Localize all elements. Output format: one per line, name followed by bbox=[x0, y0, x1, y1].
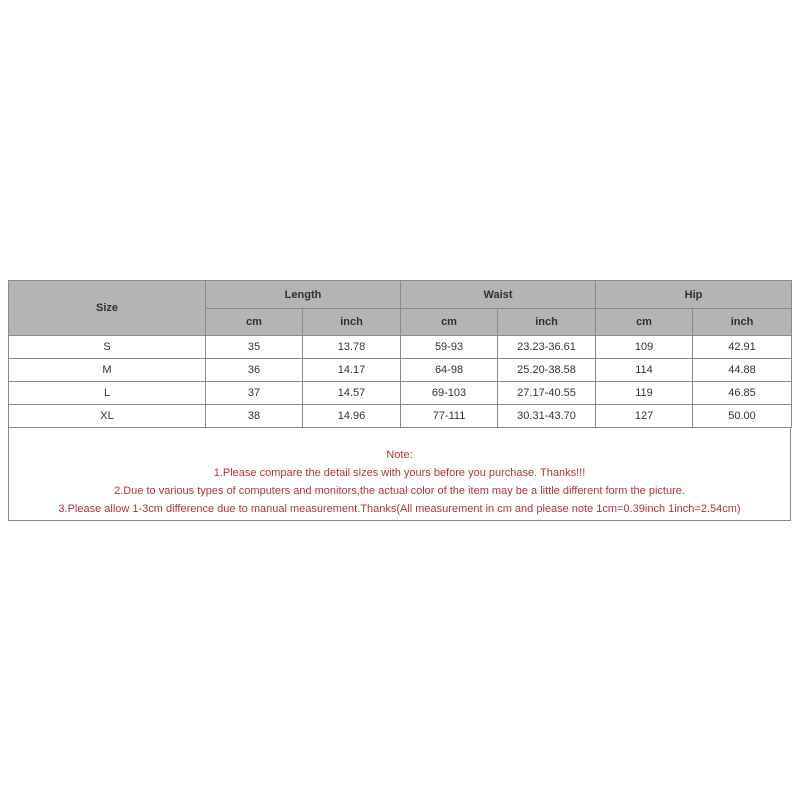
table-cell: 64-98 bbox=[401, 359, 498, 382]
size-chart bbox=[8, 280, 791, 521]
table-row bbox=[9, 382, 792, 405]
size-table bbox=[8, 280, 792, 428]
table-cell: 35 bbox=[206, 336, 303, 359]
unit-header: inch bbox=[303, 309, 401, 336]
table-cell: L bbox=[9, 382, 206, 405]
table-cell: 114 bbox=[596, 359, 693, 382]
table-cell: 14.96 bbox=[303, 405, 401, 428]
table-cell: 36 bbox=[206, 359, 303, 382]
table-cell: 27.17-40.55 bbox=[498, 382, 596, 405]
table-cell: 127 bbox=[596, 405, 693, 428]
header-row-groups bbox=[9, 281, 792, 309]
table-cell: 59-93 bbox=[401, 336, 498, 359]
unit-header: cm bbox=[206, 309, 303, 336]
table-cell: 50.00 bbox=[693, 405, 792, 428]
table-cell: XL bbox=[9, 405, 206, 428]
table-cell: 14.17 bbox=[303, 359, 401, 382]
note-line: 3.Please allow 1-3cm difference due to manual measurement.Thanks(All measurement in cm and please note 1cm=0.39inch 1inch=2.54cm) bbox=[58, 503, 741, 515]
table-cell: 38 bbox=[206, 405, 303, 428]
group-header-length: Length bbox=[206, 281, 401, 309]
unit-header: cm bbox=[596, 309, 693, 336]
table-cell: 25.20-38.58 bbox=[498, 359, 596, 382]
table-cell: 109 bbox=[596, 336, 693, 359]
size-header: Size bbox=[9, 281, 206, 336]
unit-header: inch bbox=[693, 309, 792, 336]
table-cell: 44.88 bbox=[693, 359, 792, 382]
note-title: Note: bbox=[386, 449, 413, 461]
table-row bbox=[9, 405, 792, 428]
table-cell: 30.31-43.70 bbox=[498, 405, 596, 428]
table-cell: 23.23-36.61 bbox=[498, 336, 596, 359]
table-cell: 119 bbox=[596, 382, 693, 405]
table-cell: 77-111 bbox=[401, 405, 498, 428]
notes-section bbox=[8, 428, 791, 521]
table-cell: 37 bbox=[206, 382, 303, 405]
group-header-waist: Waist bbox=[401, 281, 596, 309]
table-cell: 69-103 bbox=[401, 382, 498, 405]
note-line: 2.Due to various types of computers and monitors,the actual color of the item may be a little different form the picture. bbox=[114, 485, 685, 497]
table-cell: 46.85 bbox=[693, 382, 792, 405]
unit-header: cm bbox=[401, 309, 498, 336]
table-cell: M bbox=[9, 359, 206, 382]
unit-header: inch bbox=[498, 309, 596, 336]
table-cell: 42.91 bbox=[693, 336, 792, 359]
table-cell: S bbox=[9, 336, 206, 359]
table-cell: 13.78 bbox=[303, 336, 401, 359]
group-header-hip: Hip bbox=[596, 281, 792, 309]
table-row bbox=[9, 359, 792, 382]
table-row bbox=[9, 336, 792, 359]
note-line: 1.Please compare the detail sizes with yours before you purchase. Thanks!!! bbox=[213, 467, 586, 479]
table-cell: 14.57 bbox=[303, 382, 401, 405]
